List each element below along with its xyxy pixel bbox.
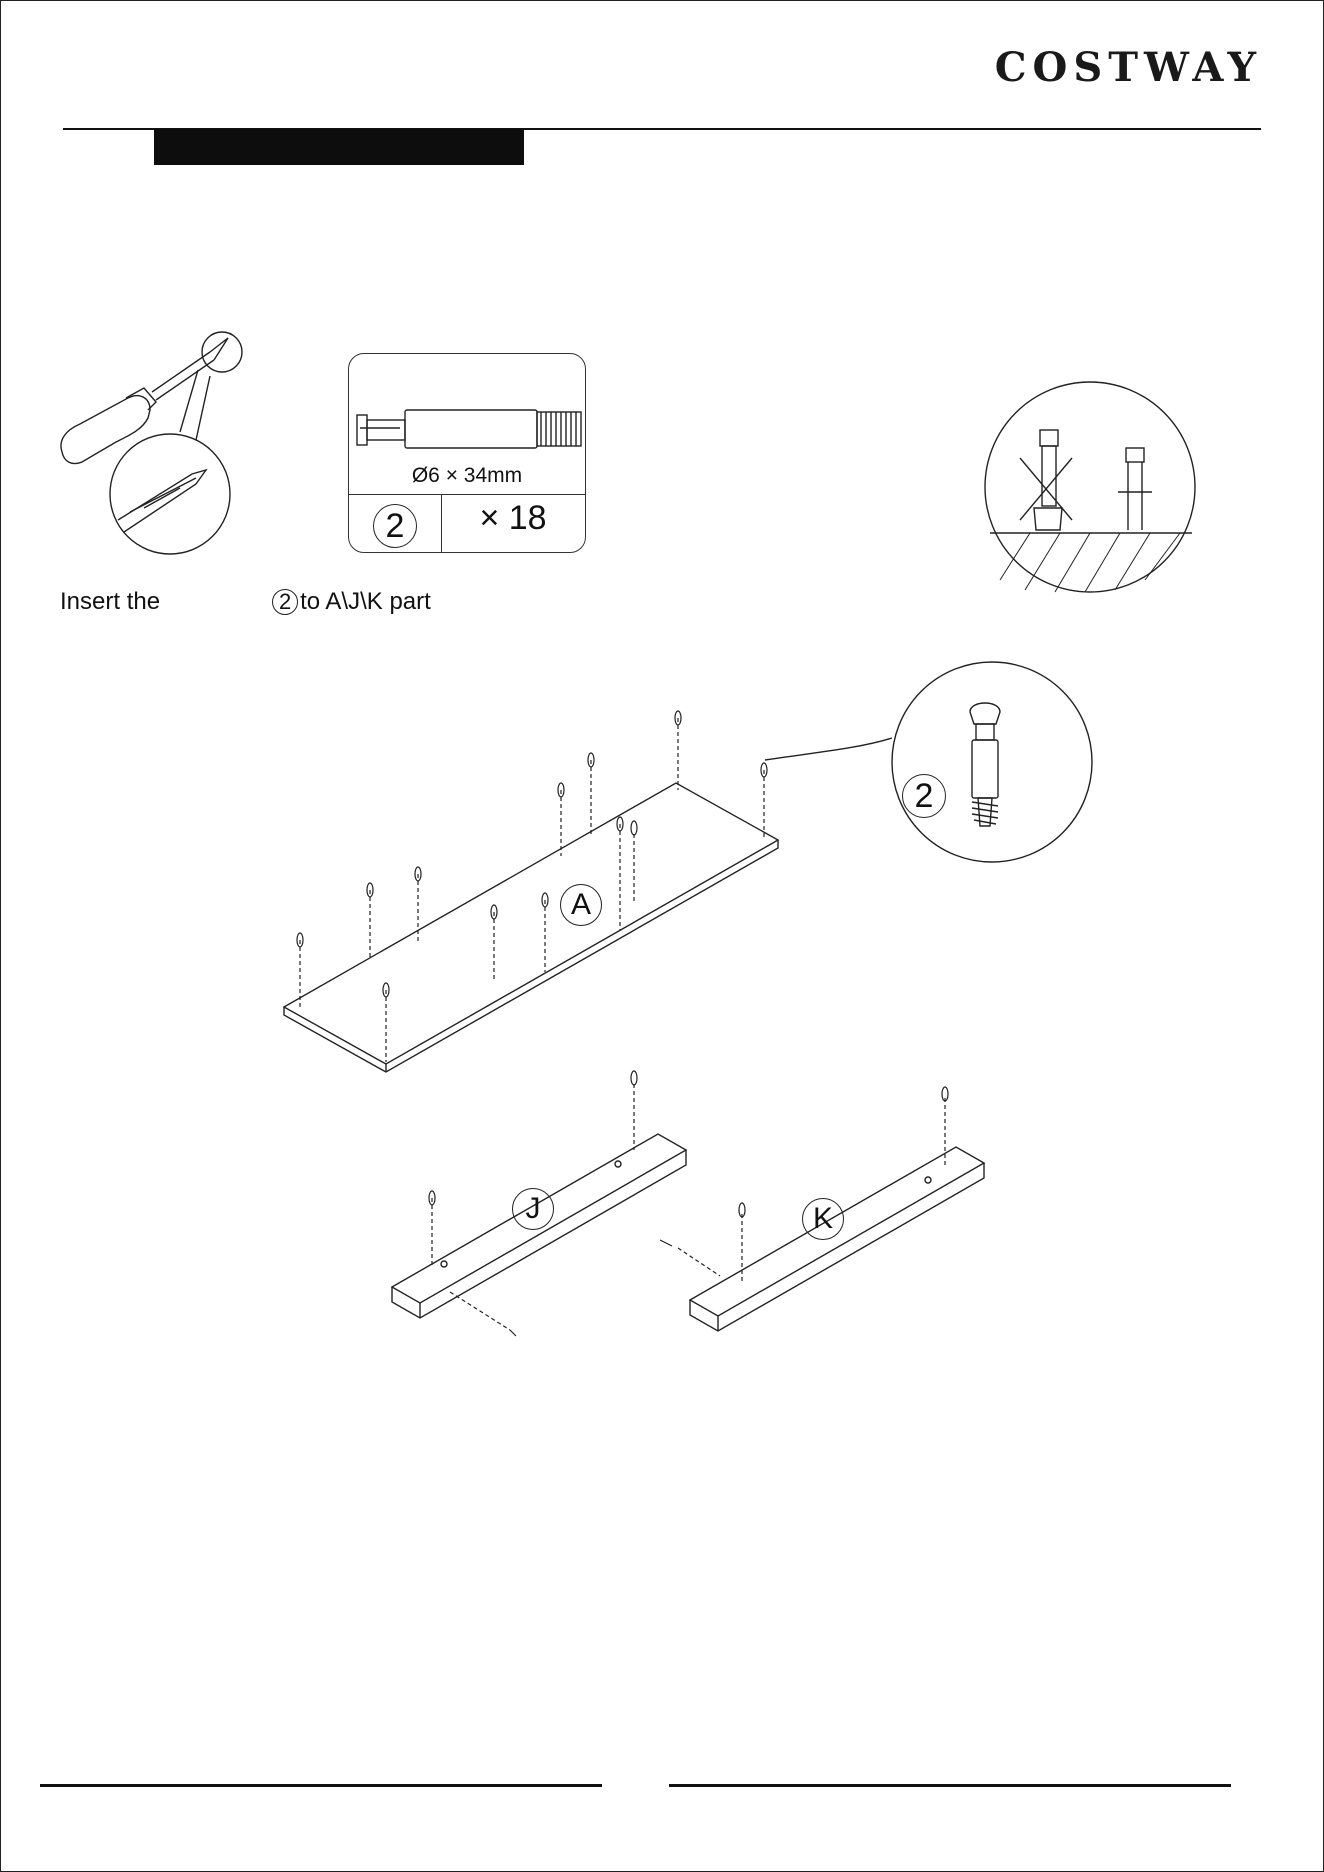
hardware-spec: Ø6 × 34mm	[411, 464, 523, 487]
pin-guides	[300, 718, 945, 1330]
board-k	[690, 1147, 984, 1331]
footer-rule-right	[669, 1784, 1231, 1787]
hardware-number-cell	[349, 495, 442, 553]
hardware-number: 2	[373, 504, 417, 548]
hardware-card	[348, 353, 586, 553]
brand-logo: COSTWAY	[994, 44, 1262, 91]
screwdriver-icon	[61, 332, 242, 554]
instruction-ref-number: 2	[272, 589, 298, 615]
zoom-number: 2	[902, 774, 946, 818]
instruction-prefix: Insert the	[60, 588, 161, 615]
zoom-bolt-icon	[970, 703, 1000, 826]
hardware-row	[349, 494, 585, 553]
install-direction-icon	[985, 382, 1195, 592]
part-label-a: A	[560, 884, 602, 926]
zoom-circle	[892, 662, 1092, 862]
instruction-suffix: to A\J\K part	[300, 588, 431, 615]
part-label-j: J	[512, 1188, 554, 1230]
instruction-text	[60, 588, 431, 616]
hardware-quantity: × 18	[479, 499, 547, 537]
footer-rule-left	[40, 1784, 602, 1787]
board-a	[284, 783, 778, 1072]
part-label-k: K	[802, 1198, 844, 1240]
pin-heads	[297, 711, 948, 1336]
